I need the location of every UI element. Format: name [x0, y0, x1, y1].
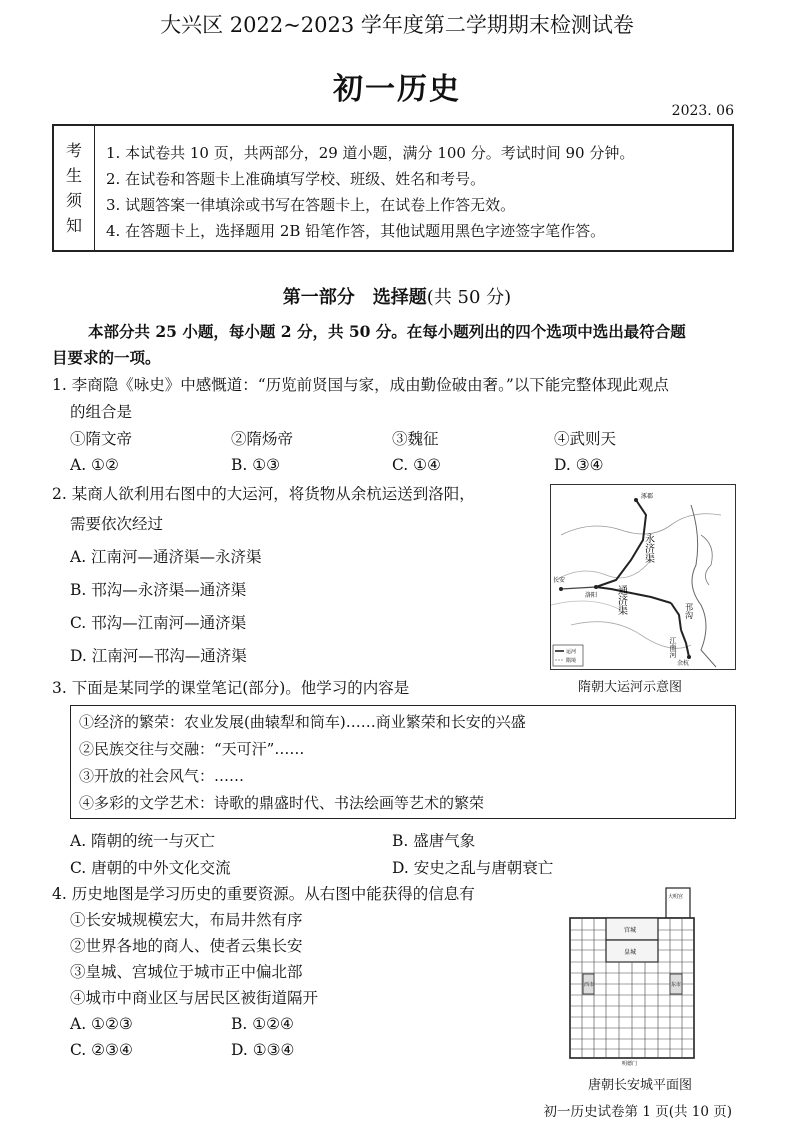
q1-stem: 的组合是 [70, 403, 133, 421]
luoyang-marker [594, 585, 598, 589]
q4-item: ③皇城、宫城位于城市正中偏北部 [70, 963, 303, 981]
notice-item: 3. 试题答案一律填涂或书写在答题卡上，在试卷上作答无效。 [106, 196, 516, 214]
q2-option-d[interactable]: D. 江南河—邗沟—通济渠 [70, 647, 247, 665]
map-label-zhuojun: 涿郡 [641, 493, 654, 500]
q4-item: ④城市中商业区与居民区被街道隔开 [70, 989, 319, 1007]
changan-city-map [562, 884, 702, 1070]
q4-figure-caption: 唐朝长安城平面图 [588, 1078, 693, 1093]
notice-heading-char: 须 [65, 191, 82, 210]
q1-item: ④武则天 [554, 430, 617, 448]
map-label-hangou: 邗沟 [684, 603, 694, 619]
section-instruction: 目要求的一项。 [52, 348, 161, 367]
q2-stem: 2. 某商人欲利用右图中的大运河，将货物从余杭运送到洛阳， [52, 485, 475, 503]
mingdemen-label: 明德门 [622, 1061, 638, 1067]
q2-option-a[interactable]: A. 江南河—通济渠—永济渠 [70, 548, 262, 566]
q4-option-c[interactable]: C. ②③④ [70, 1041, 133, 1059]
exam-date: 2023. 06 [671, 103, 734, 119]
section-title [0, 283, 794, 309]
q1-item: ③魏征 [392, 430, 439, 448]
notice-item: 4. 在答题卡上，选择题用 2B 铅笔作答，其他试题用黑色字迹签字笔作答。 [106, 222, 606, 240]
q4-option-d[interactable]: D. ①③④ [231, 1041, 295, 1059]
east-market-label: 东市 [671, 982, 682, 988]
q4-option-a[interactable]: A. ①②③ [70, 1015, 133, 1033]
q1-item: ①隋文帝 [70, 430, 133, 448]
page-footer: 初一历史试卷第 1 页(共 10 页) [543, 1104, 732, 1120]
section-instruction: 本部分共 25 小题，每小题 2 分，共 50 分。在每小题列出的四个选项中选出最符合题 [88, 322, 686, 341]
notice-heading [54, 126, 95, 250]
q2-stem: 需要依次经过 [70, 515, 164, 533]
class-notes-box [70, 705, 736, 819]
q2-option-b[interactable]: B. 邗沟—永济渠—通济渠 [70, 581, 247, 599]
changan-city-map-svg [562, 884, 702, 1070]
q1-option-b[interactable]: B. ①③ [231, 456, 281, 474]
notice-heading-char: 知 [65, 216, 82, 235]
q4-stem: 4. 历史地图是学习历史的重要资源。从右图中能获得的信息有 [52, 885, 475, 903]
subject-title: 初一历史 [333, 72, 461, 107]
grand-canal-map [550, 484, 736, 670]
q1-option-c[interactable]: C. ①④ [392, 456, 441, 474]
daminggong-label: 大明宫 [668, 894, 684, 900]
exam-notice-box [52, 124, 734, 252]
q1-option-a[interactable]: A. ①② [70, 456, 119, 474]
q2-option-c[interactable]: C. 邗沟—江南河—通济渠 [70, 614, 247, 632]
yuhang-marker [687, 655, 691, 659]
note-line: ④多彩的文学艺术：诗歌的鼎盛时代、书法绘画等艺术的繁荣 [79, 794, 485, 812]
q4-item: ①长安城规模宏大，布局井然有序 [70, 911, 303, 929]
section-score: (共 50 分) [426, 287, 512, 308]
grand-canal-map-svg [551, 485, 734, 668]
q2-figure-caption: 隋朝大运河示意图 [578, 680, 683, 695]
notice-heading-char: 生 [65, 166, 82, 185]
note-line: ③开放的社会风气：…… [79, 767, 245, 785]
zhuojun-marker [634, 498, 638, 502]
legend-border: 隋境 [566, 658, 577, 664]
map-label-changan: 长安 [553, 577, 566, 584]
q3-option-c[interactable]: C. 唐朝的中外文化交流 [70, 859, 231, 877]
exam-title: 大兴区 2022~2023 学年度第二学期期末检测试卷 [160, 13, 634, 37]
map-label-tongji: 通济渠 [615, 585, 627, 615]
notice-item: 2. 在试卷和答题卡上准确填写学校、班级、姓名和考号。 [106, 170, 486, 188]
q4-option-b[interactable]: B. ①②④ [231, 1015, 294, 1033]
note-line: ②民族交往与交融：“天可汗”…… [79, 740, 305, 758]
notice-item: 1. 本试卷共 10 页，共两部分，29 道小题，满分 100 分。考试时间 90 分钟。 [106, 144, 635, 162]
notice-heading-char: 考 [65, 141, 82, 160]
section-title-text: 第一部分 选择题 [282, 287, 427, 308]
imperial-city-label: 皇城 [624, 949, 637, 956]
q1-item: ②隋炀帝 [231, 430, 294, 448]
map-label-jiangnan: 江南河 [669, 637, 677, 658]
q3-option-a[interactable]: A. 隋朝的统一与灭亡 [70, 832, 216, 850]
q3-option-b[interactable]: B. 盛唐气象 [392, 832, 476, 850]
changan-marker [559, 587, 563, 591]
west-market-label: 西市 [584, 982, 595, 988]
map-label-luoyang: 洛阳 [585, 592, 598, 599]
map-label-yongji: 永济渠 [642, 533, 654, 563]
legend-canal: 运河 [566, 649, 577, 655]
q3-option-d[interactable]: D. 安史之乱与唐朝衰亡 [392, 859, 554, 877]
palace-city-label: 宫城 [624, 927, 637, 934]
q4-item: ②世界各地的商人、使者云集长安 [70, 937, 303, 955]
daminggong-block [666, 888, 690, 918]
q1-stem: 1. 李商隐《咏史》中感慨道：“历览前贤国与家，成由勤俭破由奢。”以下能完整体现此观点 [52, 376, 669, 394]
q3-stem: 3. 下面是某同学的课堂笔记(部分)。他学习的内容是 [52, 679, 410, 697]
note-line: ①经济的繁荣：农业发展(曲辕犁和筒车)……商业繁荣和长安的兴盛 [79, 713, 526, 731]
map-label-yuhang: 余杭 [677, 660, 690, 667]
q1-option-d[interactable]: D. ③④ [554, 456, 604, 474]
